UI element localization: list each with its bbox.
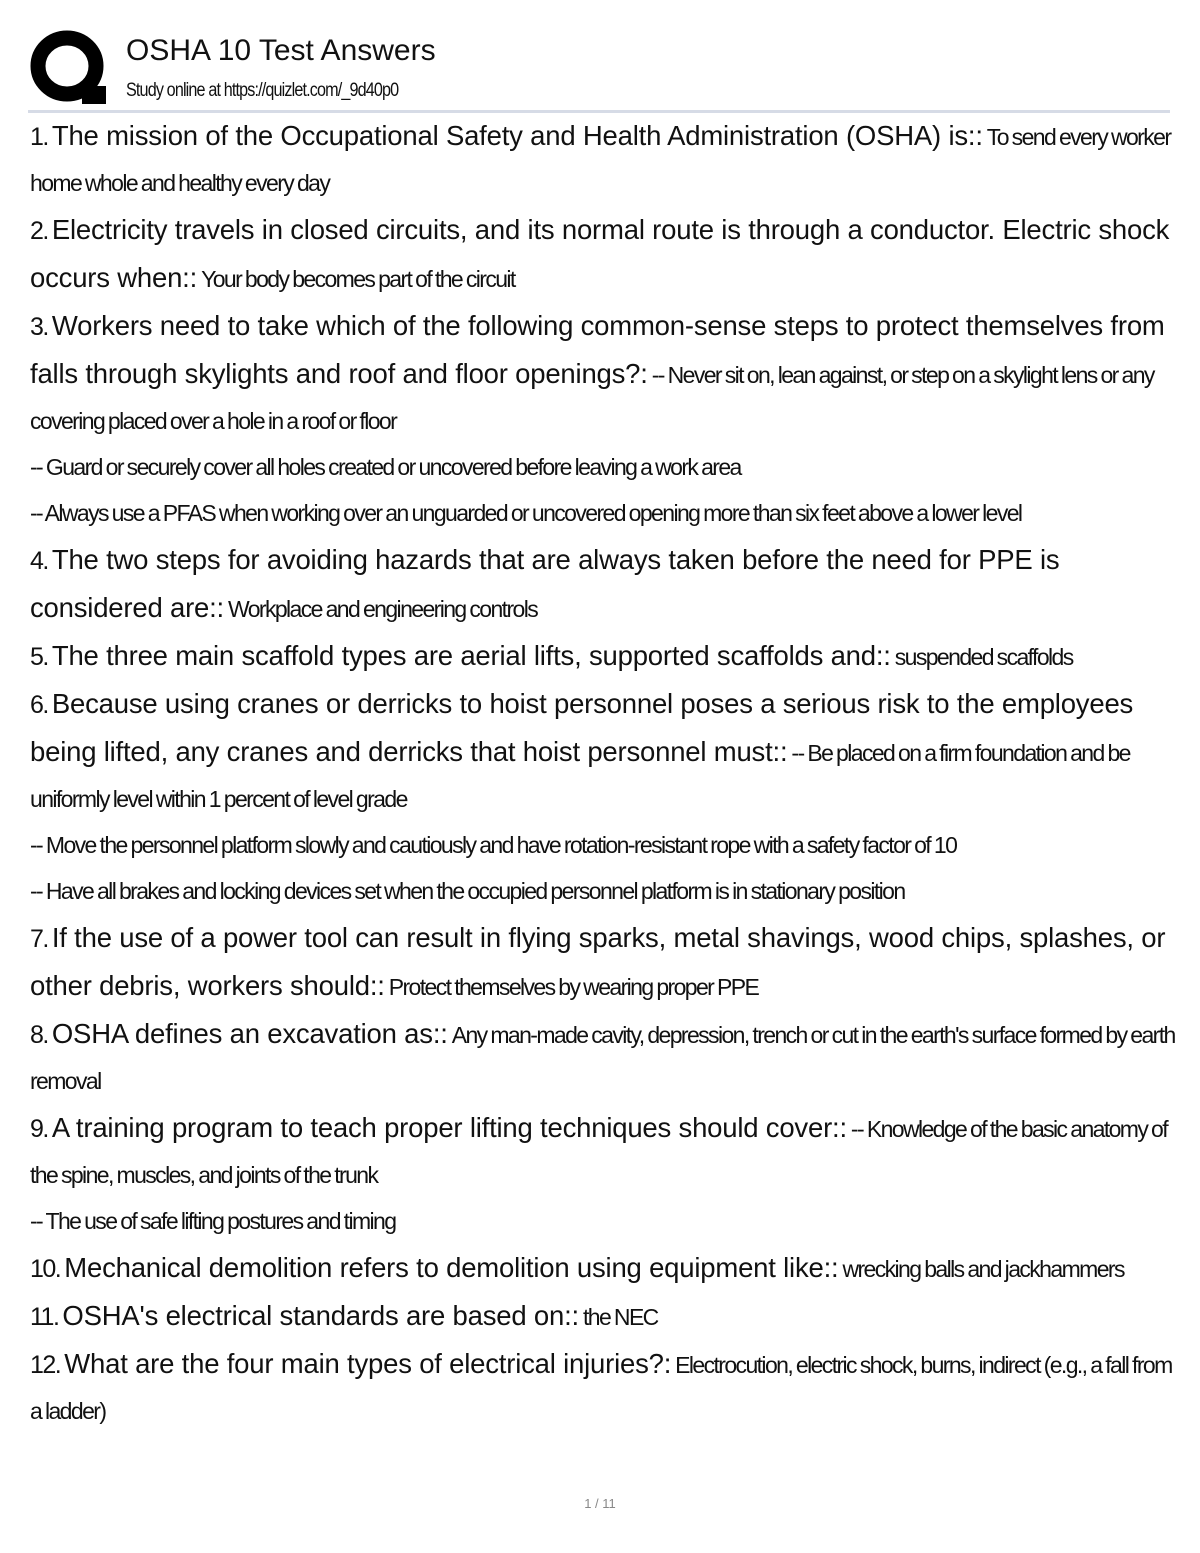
- question-number: 4.: [30, 547, 48, 575]
- answer-text: Your body becomes part of the circuit: [201, 266, 515, 292]
- question-text: The three main scaffold types are aerial lifts, supported scaffolds and::: [51, 640, 891, 671]
- answer-text: suspended scaffolds: [894, 644, 1073, 670]
- answer-text: Protect themselves by wearing proper PPE: [388, 974, 759, 1000]
- question-number: 10.: [30, 1255, 61, 1283]
- answer-text: Any man-made cavity, depression, trench or cut in the earth's surface formed by earth removal: [30, 1022, 1175, 1094]
- question-text: OSHA defines an excavation as::: [51, 1018, 448, 1049]
- question-number: 8.: [30, 1021, 48, 1049]
- question-number: 3.: [30, 313, 48, 341]
- question-number: 7.: [30, 925, 48, 953]
- question-number: 6.: [30, 691, 48, 719]
- question-number: 9.: [30, 1115, 48, 1143]
- qa-item: [30, 304, 1175, 538]
- question-number: 1.: [30, 123, 48, 151]
- quizlet-logo-icon: [30, 30, 108, 106]
- qa-item: [30, 1294, 1175, 1342]
- answer-text: -- Never sit on, lean against, or step on a skylight lens or any covering placed over a hole in a roof or floor -- Guard or securely cover all holes created or uncovered before leaving a work area -- Always use a PFAS when working over an unguarded or uncovered opening more than six feet above a lower level: [30, 362, 1154, 526]
- qa-item: [30, 208, 1175, 304]
- qa-item: [30, 114, 1175, 208]
- qa-item: [30, 682, 1175, 916]
- question-text: A training program to teach proper lifting techniques should cover::: [51, 1112, 847, 1143]
- question-number: 2.: [30, 217, 48, 245]
- question-text: Workers need to take which of the following common-sense steps to protect themselves from falls through skylights and roof and floor openings?:: [30, 310, 1165, 389]
- qa-item: [30, 1246, 1175, 1294]
- question-number: 5.: [30, 643, 48, 671]
- question-number: 11.: [30, 1303, 59, 1331]
- answer-text: -- Knowledge of the basic anatomy of the spine, muscles, and joints of the trunk -- The use of safe lifting postures and timing: [30, 1116, 1168, 1234]
- qa-list: [30, 114, 1175, 1436]
- header-divider: [28, 110, 1170, 113]
- qa-item: [30, 1012, 1175, 1106]
- qa-item: [30, 916, 1175, 1012]
- page-number: 1 / 11: [584, 1496, 616, 1511]
- question-text: Mechanical demolition refers to demolition using equipment like::: [64, 1252, 839, 1283]
- question-text: The two steps for avoiding hazards that are always taken before the need for PPE is considered are::: [30, 544, 1060, 623]
- qa-item: [30, 1106, 1175, 1246]
- qa-item: [30, 1342, 1175, 1436]
- question-text: Because using cranes or derricks to hoist personnel poses a serious risk to the employees being lifted, any cranes and derricks that hoist personnel must::: [30, 688, 1134, 767]
- question-text: Electricity travels in closed circuits, and its normal route is through a conductor. Electric shock occurs when::: [30, 214, 1170, 293]
- question-number: 12.: [30, 1351, 61, 1379]
- qa-item: [30, 634, 1175, 682]
- answer-text: Electrocution, electric shock, burns, indirect (e.g., a fall from a ladder): [30, 1352, 1172, 1424]
- document-title: OSHA 10 Test Answers: [126, 34, 436, 67]
- question-text: The mission of the Occupational Safety and Health Administration (OSHA) is::: [51, 120, 983, 151]
- answer-text: -- Be placed on a firm foundation and be uniformly level within 1 percent of level grade -- Move the personnel platform slowly and cautiously and have rotation-resistant rope with a safety factor of 10 -- Have all brakes and locking devices set when the occupied personnel platform is in stationary position: [30, 740, 1130, 904]
- answer-text: wrecking balls and jackhammers: [842, 1256, 1124, 1282]
- qa-item: [30, 538, 1175, 634]
- question-text: What are the four main types of electrical injuries?:: [64, 1348, 672, 1379]
- question-text: If the use of a power tool can result in flying sparks, metal shavings, wood chips, splashes, or other debris, workers should::: [30, 922, 1166, 1001]
- answer-text: Workplace and engineering controls: [228, 596, 538, 622]
- answer-text: the NEC: [582, 1304, 658, 1330]
- answer-text: To send every worker home whole and healthy every day: [30, 124, 1171, 196]
- study-online-link[interactable]: Study online at https://quizlet.com/_9d40p0: [126, 80, 399, 101]
- question-text: OSHA's electrical standards are based on::: [62, 1300, 579, 1331]
